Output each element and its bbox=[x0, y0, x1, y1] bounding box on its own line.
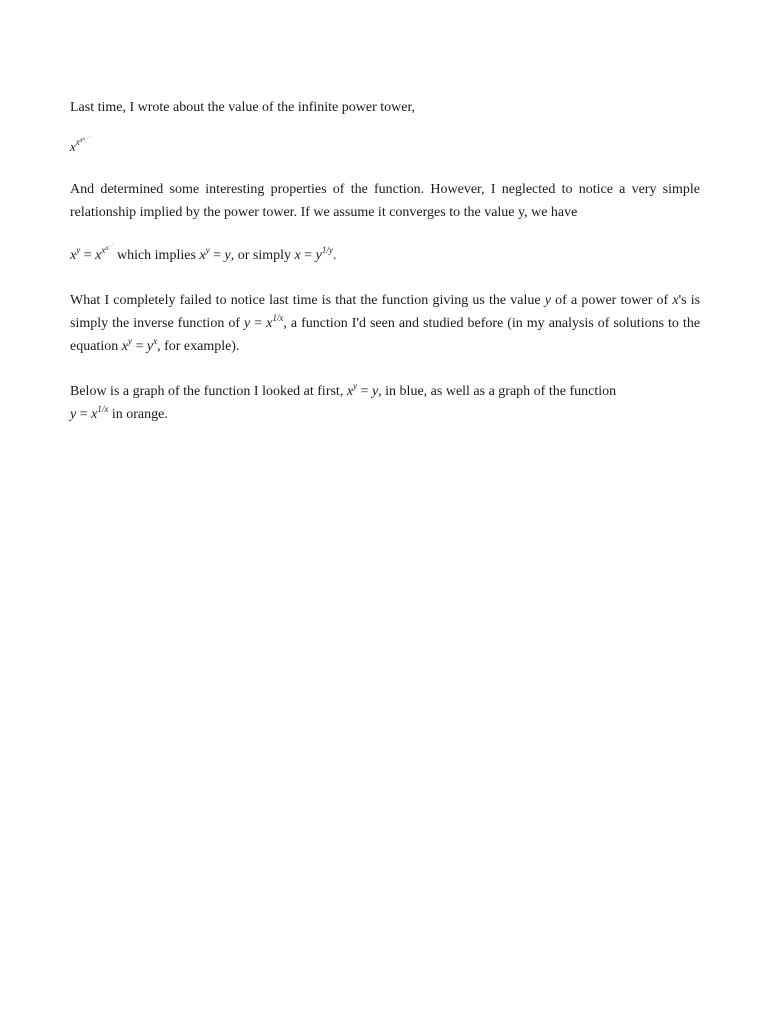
inverse-y: y bbox=[544, 293, 551, 308]
eq2-comma: , bbox=[230, 248, 235, 263]
tower-exp-1: x bbox=[75, 137, 80, 147]
eq2-sign: = bbox=[213, 248, 222, 263]
graph-text-1: Below is a graph of the function I looked at first, bbox=[70, 384, 344, 399]
inverse-text-2: of a power tower of bbox=[555, 293, 669, 308]
graph-text-2: in blue, as well as a graph of the function bbox=[385, 384, 617, 399]
eq3-exp: 1/y bbox=[321, 245, 333, 255]
intro-text: Last time, I wrote about the value of the infinite power tower, bbox=[70, 100, 416, 115]
inverse-fn-eq: = bbox=[254, 316, 263, 331]
relationship-text: And determined some interesting properties of the function. However, I neglected to notice a very simple relationship implied by the power tower. If we assume it converges to the value y, we have bbox=[70, 182, 700, 220]
graph-fn1-y: y bbox=[371, 384, 379, 399]
graph-fn1-comma: , bbox=[378, 384, 382, 399]
eq2-x: x bbox=[199, 248, 206, 263]
graph-fn2-y: y bbox=[70, 407, 77, 422]
tower-ellipsis: ⋰ bbox=[85, 137, 91, 142]
equation-eq: = bbox=[135, 339, 144, 354]
paragraph-intro bbox=[70, 96, 700, 119]
eq-tower-dots: ⋰ bbox=[108, 245, 114, 250]
inverse-text-4: , a function I'd seen and studied before (in my analysis of solutions to the equation bbox=[70, 316, 701, 354]
equation-y-exp: x bbox=[153, 336, 158, 346]
eq-or-simply: or simply bbox=[237, 248, 292, 263]
eq-sign: = bbox=[83, 248, 92, 263]
inverse-fn-y: y bbox=[244, 316, 251, 331]
graph-fn2-eq: = bbox=[79, 407, 88, 422]
paragraph-equation bbox=[70, 244, 700, 267]
eq-tower-e1: x bbox=[101, 245, 106, 255]
eq3-x: x bbox=[294, 248, 301, 263]
graph-fn1-x: x bbox=[346, 384, 354, 399]
paragraph-relationship bbox=[70, 178, 700, 224]
eq2-y: y bbox=[224, 248, 231, 263]
equation-x: x bbox=[121, 339, 128, 354]
graph-fn1-exp: y bbox=[353, 381, 358, 391]
eq-x: x bbox=[70, 248, 77, 263]
inverse-fn-x: x bbox=[266, 316, 273, 331]
equation-y: y bbox=[146, 339, 154, 354]
eq-tower-base: x bbox=[95, 248, 102, 263]
tower-exp-3: x bbox=[82, 137, 86, 142]
eq-tower-e2: x bbox=[105, 244, 109, 252]
eq3-sign: = bbox=[304, 248, 313, 263]
inverse-fn-exp: 1/x bbox=[272, 313, 284, 323]
inverse-text-5: , for example). bbox=[157, 339, 240, 354]
tower-base: x bbox=[70, 139, 76, 154]
eq-which-implies: which implies bbox=[116, 248, 196, 263]
inverse-x: x bbox=[672, 293, 679, 308]
inverse-text-1: What I completely failed to notice last time is that the function giving us the value bbox=[70, 293, 541, 308]
tower-exp-2: x bbox=[79, 136, 83, 144]
power-tower-formula bbox=[70, 138, 90, 156]
inverse-text-3: 's is simply the inverse function of bbox=[70, 293, 701, 331]
graph-text-3: in orange. bbox=[111, 407, 168, 422]
paragraph-graph-intro bbox=[70, 380, 700, 426]
eq2-y-exp: y bbox=[205, 245, 210, 255]
equation-x-exp: y bbox=[127, 336, 132, 346]
eq3-y: y bbox=[315, 248, 322, 263]
graph-fn2-exp: 1/x bbox=[97, 404, 109, 414]
graph-fn2-x: x bbox=[91, 407, 98, 422]
graph-fn1-eq: = bbox=[360, 384, 369, 399]
paragraph-inverse bbox=[70, 289, 700, 358]
eq3-period: . bbox=[332, 248, 337, 263]
eq-y-exp: y bbox=[76, 245, 81, 255]
